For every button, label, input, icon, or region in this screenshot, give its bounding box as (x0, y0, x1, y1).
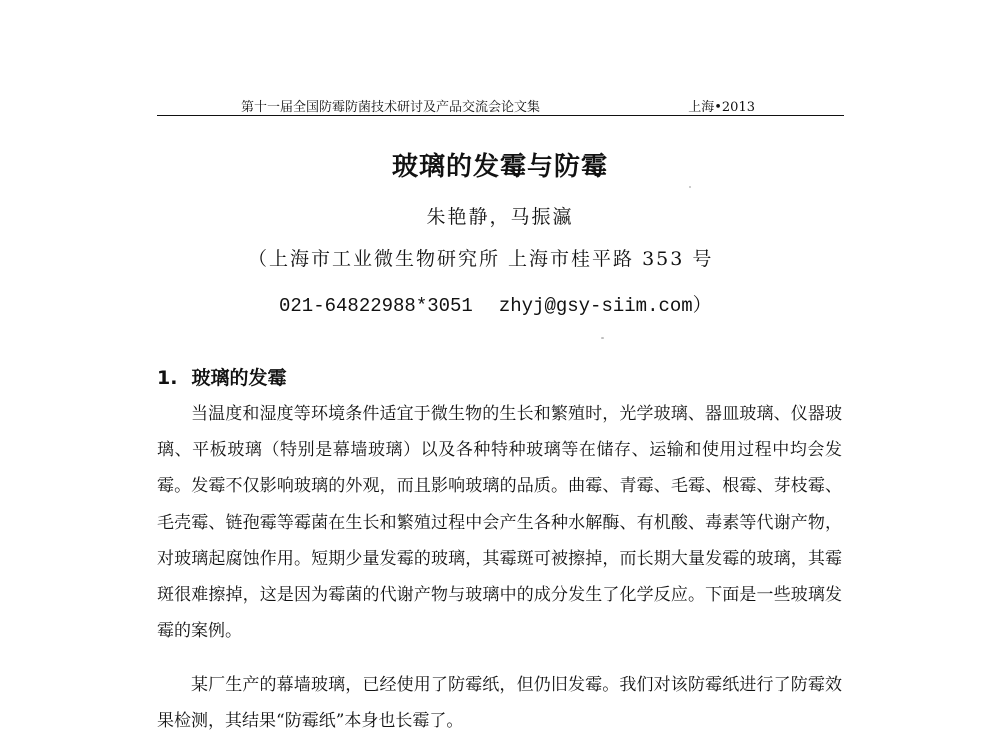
section-number: 1. (157, 367, 178, 389)
body-paragraph: 某厂生产的幕墙玻璃，已经使用了防霉纸，但仍旧发霉。我们对该防霉纸进行了防霉效果检测，其结果“防霉纸”本身也长霉了。 (157, 675, 842, 732)
email-address: zhyj@gsy-siim.com） (498, 295, 712, 317)
scan-speck (689, 186, 691, 188)
phone-number: 021-64822988*3051 (279, 295, 473, 317)
section-heading (157, 363, 286, 390)
body-paragraph: 当温度和湿度等环境条件适宜于微生物的生长和繁殖时，光学玻璃、器皿玻璃、仪器玻璃、平板玻璃（特别是幕墙玻璃）以及各种特种玻璃等在储存、运输和使用过程中均会发霉。发霉不仅影响玻璃的外观，而且影响玻璃的品质。曲霉、青霉、毛霉、根霉、芽枝霉、毛壳霉、链孢霉等霉菌在生长和繁殖过程中会产生各种水解酶、有机酸、毒素等代谢产物，对玻璃起腐蚀作用。短期少量发霉的玻璃，其霉斑可被擦掉，而长期大量发霉的玻璃，其霉斑很难擦掉，这是因为霉菌的代谢产物与玻璃中的成分发生了化学反应。下面是一些玻璃发霉的案例。 (157, 404, 842, 642)
contact-line (279, 290, 712, 317)
affiliation: （上海市工业微生物研究所 上海市桂平路 353 号 (248, 248, 714, 270)
paper-title: 玻璃的发霉与防霉 (391, 152, 608, 182)
scan-speck (601, 337, 604, 339)
section-title: 玻璃的发霉 (191, 367, 287, 389)
running-header (157, 95, 844, 116)
location-year: 上海•2013 (688, 100, 755, 115)
authors: 朱艳静，马振瀛 (426, 206, 574, 228)
proceedings-title: 第十一届全国防霉防菌技术研讨及产品交流会论文集 (241, 100, 541, 115)
